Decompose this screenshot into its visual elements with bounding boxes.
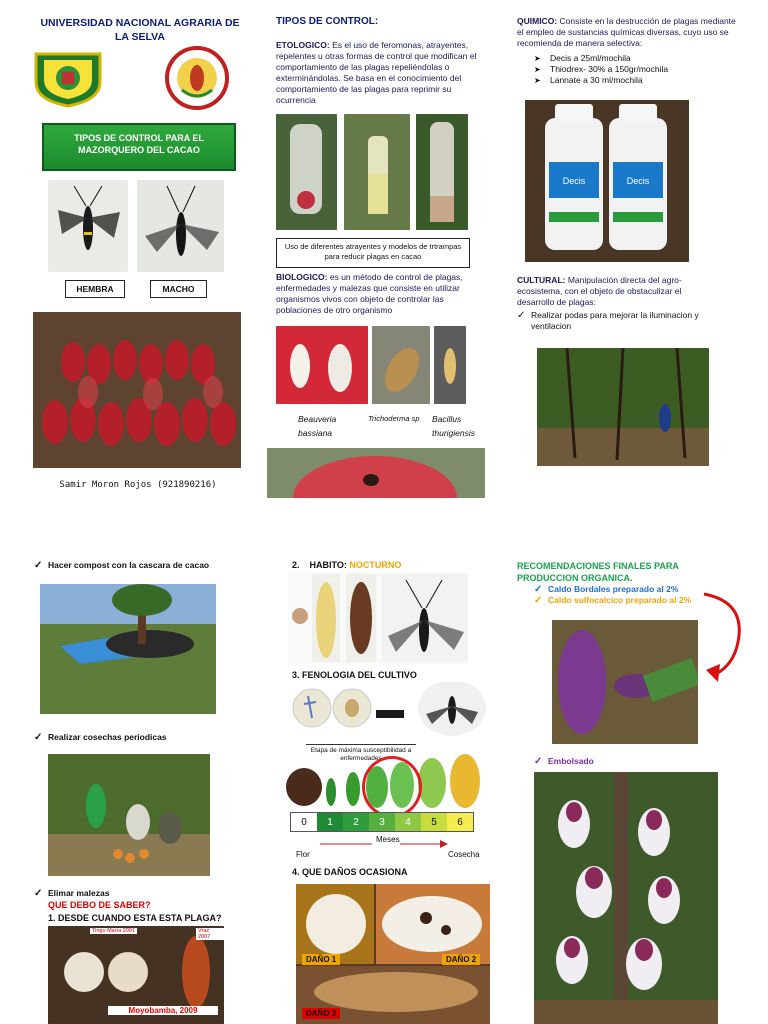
red-curved-arrow — [700, 590, 744, 686]
recomendaciones-heading: RECOMENDACIONES FINALES PARA PRODUCCION ORGANICA. — [517, 561, 679, 583]
bottle-label-left: Decis — [562, 176, 586, 186]
malezas-item — [34, 888, 234, 899]
title-box-text: TIPOS DE CONTROL PARA EL MAZORQUERO DEL CACAO — [74, 133, 204, 155]
moth-male-photo — [137, 180, 224, 272]
meses-arrow — [320, 836, 450, 846]
pod-stage-5 — [418, 758, 446, 808]
cosechas-item — [34, 732, 234, 743]
damage-photos — [296, 884, 490, 1024]
month-scale — [290, 812, 474, 832]
habito-value: NOCTURNO — [349, 560, 402, 570]
bottle-label-right: Decis — [626, 176, 650, 186]
beauveria-photo — [276, 326, 368, 404]
chemical-list — [534, 53, 734, 86]
scale-cell: 4 — [395, 813, 421, 831]
caption-beauveria: Beauveria bassiana — [298, 414, 337, 438]
etologico-label: ETOLOGICO: — [276, 40, 330, 50]
life-stages-photo — [288, 572, 468, 664]
cosecha-label: Cosecha — [448, 850, 480, 859]
que-debo-saber: QUE DEBO DE SABER? — [48, 900, 151, 910]
malezas-text: ✓ Elimar malezas — [34, 888, 234, 899]
scale-cell: 3 — [369, 813, 395, 831]
caldo-sulfocalcico: ✓ Caldo sulfocalcico preparado al 2% — [534, 595, 724, 606]
trap-caption-box — [276, 238, 470, 268]
label-macho: MACHO — [150, 280, 207, 298]
year-2007-label: Vraz 2007 — [196, 928, 224, 940]
caldo-bordales: ✓ Caldo Bordales preparado al 2% — [534, 584, 724, 595]
pod-stage-1 — [326, 778, 336, 806]
author-credit: Samir Moron Rojos (921890216) — [59, 480, 217, 490]
pod-flower — [286, 768, 322, 806]
scale-cell: 2 — [343, 813, 369, 831]
fenologia-heading: 3. FENOLOGIA DEL CULTIVO — [292, 670, 417, 680]
scale-cell: 6 — [447, 813, 473, 831]
trap-caption: Uso de diferentes atrayentes y modelos de trtrampas para reducir plagas en cacao — [284, 242, 462, 261]
cultural-label: CULTURAL: — [517, 275, 566, 285]
compost-photo — [40, 584, 216, 714]
compost-text: ✓ Hacer compost con la cascara de cacao — [34, 560, 244, 571]
pod-stage-6 — [450, 754, 480, 808]
caldo-list — [534, 584, 724, 606]
dano-1-label: DAÑO 1 — [302, 954, 340, 965]
cultural-list — [517, 310, 727, 332]
embolsado-text: ✓ Embolsado — [534, 756, 684, 767]
tingo-maria-label: Tingo María 2001 — [92, 928, 135, 934]
habito-number: 2. — [292, 560, 300, 570]
chem-item: ➤ Lannate a 30 ml/mochila — [534, 75, 734, 86]
label-hembra: HEMBRA — [65, 280, 125, 298]
trap-photo-2 — [344, 114, 410, 230]
title-box — [42, 123, 236, 171]
tipos-control-heading: TIPOS DE CONTROL: — [276, 16, 379, 27]
pod-stage-2 — [346, 772, 360, 806]
biologico-paragraph — [276, 272, 486, 316]
moth-female-photo — [48, 180, 128, 272]
habito-label: HABITO: — [309, 560, 347, 570]
purple-pod-photo — [552, 620, 698, 744]
dano-3-label: DAÑO 3 — [302, 1008, 340, 1019]
compost-item — [34, 560, 244, 571]
etologico-text: Es el uso de feromonas, atrayentes, repelentes u otras formas de control que modifican el comportamiento de las plagas repeliéndolas o exterminándolas. Se basa en el conocimiento del comportamiento de las plagas para reprimir su ocurrencia — [276, 40, 477, 105]
caption-bacillus: Bacillus thurigiensis — [432, 414, 475, 438]
trap-photo-1 — [276, 114, 337, 230]
susceptibility-circle — [362, 756, 422, 818]
scale-cell: 5 — [421, 813, 447, 831]
caption-trichoderma: Trichoderma sp — [368, 414, 420, 423]
trichoderma-photo — [372, 326, 430, 404]
decis-bottles-photo — [525, 100, 689, 262]
biologico-text: es un método de control de plagas, enfermedades y malezas que consiste en utilizar organismos vivos con objeto de controlar las poblaciones de otro organismo — [276, 272, 463, 315]
habito-heading — [292, 560, 401, 570]
cosechas-text: ✓ Realizar cosechas periodicas — [34, 732, 234, 743]
cacao-pods-photo — [33, 312, 241, 468]
harvest-photo — [48, 754, 210, 876]
scale-cell: 1 — [317, 813, 343, 831]
faculty-logo — [162, 46, 232, 112]
dano-2-label: DAÑO 2 — [442, 954, 480, 965]
flor-label: Flor — [296, 850, 310, 859]
danos-heading: 4. QUE DAÑOS OCASIONA — [292, 867, 408, 877]
trap-photo-3 — [416, 114, 468, 230]
etologico-paragraph — [276, 40, 488, 106]
damaged-pod-photo — [267, 448, 485, 498]
cultural-item: ✓ Realizar podas para mejorar la iluminacion y ventilacion — [517, 310, 727, 332]
desde-cuando-heading: 1. DESDE CUANDO ESTA ESTA PLAGA? — [48, 913, 222, 923]
moyobamba-label: Moyobamba, 2009 — [108, 1006, 218, 1015]
embolsado-item — [534, 756, 684, 767]
cultural-paragraph — [517, 275, 717, 308]
pruning-photo — [537, 348, 709, 466]
scale-cell: 0 — [291, 813, 317, 831]
quimico-label: QUIMICO: — [517, 16, 558, 26]
quimico-paragraph — [517, 16, 737, 49]
bacillus-photo — [434, 326, 466, 404]
chem-item: ➤ Thiodrex- 30% a 150gr/mochila — [534, 64, 734, 75]
susceptibility-label: Etapa de máxima susceptibilidad a enfermedades — [306, 744, 416, 763]
cultural-text: Manipulación directa del agro-ecosistema, con el objeto de obstaculizar el desarrollo de plagas: — [517, 275, 682, 307]
university-title: UNIVERSIDAD NACIONAL AGRARIA DE LA SELVA — [40, 17, 240, 43]
chem-item: ➤ Decis a 25ml/mochila — [534, 53, 734, 64]
fenologia-diagram — [286, 682, 490, 862]
quimico-text: Consiste en la destrucción de plagas mediante el empleo de sustancias químicas diversas, cuyo uso se recomienda de manera selectiva: — [517, 16, 736, 48]
meses-label: Meses — [376, 835, 400, 844]
embolsado-photo — [534, 772, 718, 1024]
university-logo — [32, 48, 104, 108]
damage-history-photo — [48, 926, 224, 1024]
biologico-label: BIOLOGICO: — [276, 272, 328, 282]
